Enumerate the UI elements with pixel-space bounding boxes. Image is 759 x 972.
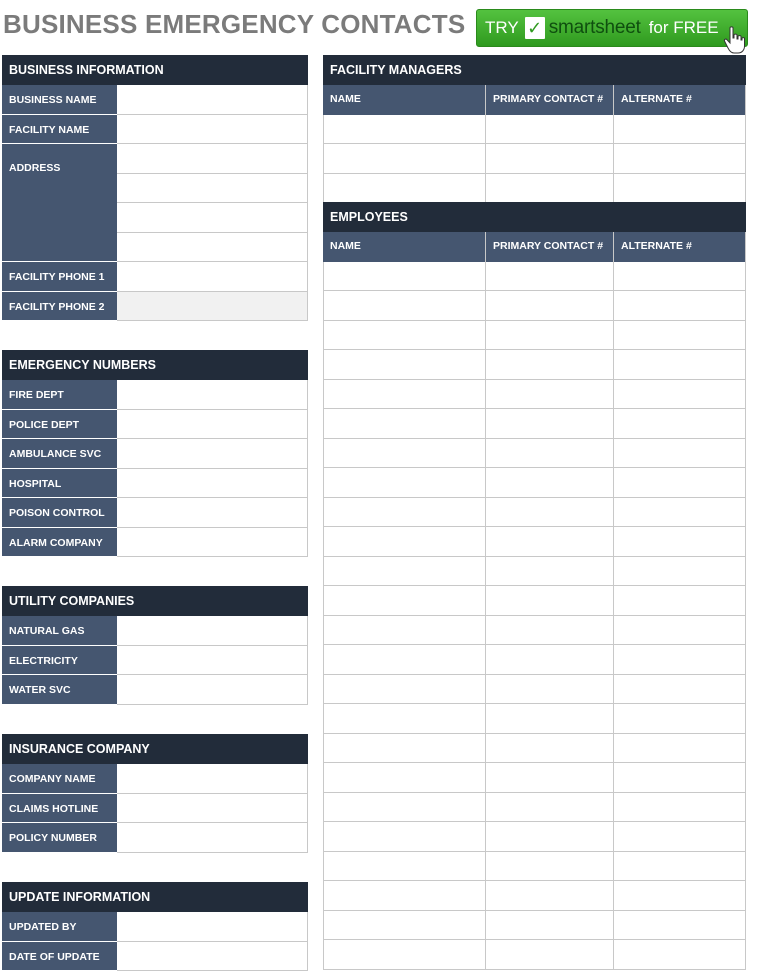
emp-alternate-cell[interactable] [614, 911, 746, 941]
emp-alternate-cell[interactable] [614, 468, 746, 498]
emp-name-cell[interactable] [323, 409, 486, 439]
table-row [323, 527, 746, 557]
business-information-section [2, 55, 308, 321]
emp-name-cell[interactable] [323, 586, 486, 616]
emp-alternate-cell[interactable] [614, 822, 746, 852]
table-row [323, 675, 746, 705]
company-name-field[interactable] [117, 764, 308, 794]
natural-gas-row [2, 616, 308, 646]
electricity-row [2, 646, 308, 676]
emp-primary-contact-cell[interactable] [486, 439, 614, 469]
claims-hotline-label: CLAIMS HOTLINE [2, 794, 117, 824]
facility-phone-2-field[interactable] [117, 292, 308, 322]
emp-primary-contact-cell[interactable] [486, 734, 614, 764]
claims-hotline-row [2, 794, 308, 824]
fire-dept-label: FIRE DEPT [2, 380, 117, 410]
fm-name-column-header: NAME [323, 85, 486, 115]
facility-managers-section [323, 55, 746, 203]
emp-alternate-cell[interactable] [614, 704, 746, 734]
facility-managers-table-body [323, 115, 746, 204]
business-information-heading: BUSINESS INFORMATION [2, 55, 308, 85]
water-svc-row [2, 675, 308, 705]
checkmark-icon: ✓ [525, 17, 545, 39]
updated-by-label: UPDATED BY [2, 912, 117, 942]
table-row [323, 409, 746, 439]
company-name-label: COMPANY NAME [2, 764, 117, 794]
cta-brand-label: smartsheet [548, 17, 641, 38]
emp-name-cell[interactable] [323, 468, 486, 498]
table-row [323, 881, 746, 911]
emp-alternate-cell[interactable] [614, 321, 746, 351]
emergency-numbers-heading: EMERGENCY NUMBERS [2, 350, 308, 380]
date-of-update-field[interactable] [117, 942, 308, 972]
table-row [323, 439, 746, 469]
business-name-row [2, 85, 308, 115]
emp-primary-contact-cell[interactable] [486, 498, 614, 528]
emp-primary-contact-cell[interactable] [486, 704, 614, 734]
emp-name-cell[interactable] [323, 881, 486, 911]
hospital-field[interactable] [117, 469, 308, 499]
pointer-hand-icon [723, 26, 745, 54]
emp-alternate-cell[interactable] [614, 763, 746, 793]
company-name-row [2, 764, 308, 794]
emp-name-cell[interactable] [323, 262, 486, 292]
emp-alternate-cell[interactable] [614, 291, 746, 321]
ambulance-svc-row [2, 439, 308, 469]
emp-primary-contact-cell[interactable] [486, 380, 614, 410]
poison-control-label: POISON CONTROL [2, 498, 117, 528]
table-row [323, 763, 746, 793]
table-row [323, 380, 746, 410]
address-line-1-field[interactable] [117, 144, 308, 174]
emp-primary-contact-cell[interactable] [486, 675, 614, 705]
policy-number-row [2, 823, 308, 853]
emp-alternate-cell[interactable] [614, 940, 746, 970]
emp-primary-contact-cell[interactable] [486, 911, 614, 941]
table-row [323, 734, 746, 764]
facility-name-label: FACILITY NAME [2, 115, 117, 145]
fm-alternate-column-header: ALTERNATE # [614, 85, 746, 115]
water-svc-field[interactable] [117, 675, 308, 705]
alarm-company-field[interactable] [117, 528, 308, 558]
cta-try-label: TRY [485, 18, 519, 37]
employees-heading: EMPLOYEES [323, 202, 746, 232]
emp-alternate-cell[interactable] [614, 881, 746, 911]
table-row [323, 557, 746, 587]
emp-name-cell[interactable] [323, 321, 486, 351]
table-row [323, 321, 746, 351]
emp-alternate-cell[interactable] [614, 586, 746, 616]
emp-name-cell[interactable] [323, 940, 486, 970]
emp-alternate-cell[interactable] [614, 852, 746, 882]
table-row [323, 645, 746, 675]
table-row [323, 468, 746, 498]
table-row [323, 822, 746, 852]
table-row [323, 586, 746, 616]
poison-control-field[interactable] [117, 498, 308, 528]
emp-primary-contact-cell[interactable] [486, 852, 614, 882]
table-row [323, 115, 746, 145]
facility-phone-1-label: FACILITY PHONE 1 [2, 262, 117, 292]
table-row [323, 291, 746, 321]
business-name-field[interactable] [117, 85, 308, 115]
emp-alternate-cell[interactable] [614, 498, 746, 528]
facility-name-row [2, 115, 308, 145]
emp-primary-contact-cell[interactable] [486, 321, 614, 351]
policy-number-field[interactable] [117, 823, 308, 853]
try-smartsheet-button[interactable] [476, 9, 748, 47]
updated-by-row [2, 912, 308, 942]
emp-name-cell[interactable] [323, 291, 486, 321]
facility-managers-header-row [323, 85, 746, 115]
police-dept-row [2, 410, 308, 440]
emp-name-cell[interactable] [323, 645, 486, 675]
emp-primary-contact-cell[interactable] [486, 881, 614, 911]
emp-alternate-cell[interactable] [614, 350, 746, 380]
emp-primary-contact-cell[interactable] [486, 527, 614, 557]
electricity-label: ELECTRICITY [2, 646, 117, 676]
emp-name-cell[interactable] [323, 527, 486, 557]
table-row [323, 911, 746, 941]
electricity-field[interactable] [117, 646, 308, 676]
emp-name-cell[interactable] [323, 852, 486, 882]
fm-name-cell[interactable] [323, 115, 486, 145]
emp-primary-contact-cell[interactable] [486, 291, 614, 321]
emp-primary-contact-cell[interactable] [486, 586, 614, 616]
table-row [323, 498, 746, 528]
fm-primary-contact-column-header: PRIMARY CONTACT # [486, 85, 614, 115]
emp-name-cell[interactable] [323, 380, 486, 410]
emp-primary-contact-column-header: PRIMARY CONTACT # [486, 232, 614, 262]
table-row [323, 940, 746, 970]
facility-managers-heading: FACILITY MANAGERS [323, 55, 746, 85]
emp-name-cell[interactable] [323, 763, 486, 793]
table-row [323, 174, 746, 204]
emp-name-cell[interactable] [323, 793, 486, 823]
emp-alternate-cell[interactable] [614, 734, 746, 764]
emp-primary-contact-cell[interactable] [486, 940, 614, 970]
emp-name-column-header: NAME [323, 232, 486, 262]
policy-number-label: POLICY NUMBER [2, 823, 117, 853]
date-of-update-row [2, 942, 308, 972]
employees-header-row [323, 232, 746, 262]
emp-name-cell[interactable] [323, 911, 486, 941]
employees-section [323, 202, 746, 970]
emp-name-cell[interactable] [323, 350, 486, 380]
cta-free-label: for FREE [648, 18, 719, 37]
fm-alternate-cell[interactable] [614, 144, 746, 174]
facility-name-field[interactable] [117, 115, 308, 145]
emp-primary-contact-cell[interactable] [486, 822, 614, 852]
date-of-update-label: DATE OF UPDATE [2, 942, 117, 972]
natural-gas-field[interactable] [117, 616, 308, 646]
utility-companies-section [2, 586, 308, 705]
emp-primary-contact-cell[interactable] [486, 616, 614, 646]
fire-dept-row [2, 380, 308, 410]
business-name-label: BUSINESS NAME [2, 85, 117, 115]
emp-name-cell[interactable] [323, 675, 486, 705]
alarm-company-row [2, 528, 308, 558]
emp-primary-contact-cell[interactable] [486, 409, 614, 439]
hospital-label: HOSPITAL [2, 469, 117, 499]
address-line-3-field[interactable] [117, 203, 308, 233]
emp-name-cell[interactable] [323, 734, 486, 764]
emp-primary-contact-cell[interactable] [486, 793, 614, 823]
water-svc-label: WATER SVC [2, 675, 117, 705]
emp-alternate-cell[interactable] [614, 793, 746, 823]
emp-alternate-cell[interactable] [614, 527, 746, 557]
police-dept-field[interactable] [117, 410, 308, 440]
utility-companies-heading: UTILITY COMPANIES [2, 586, 308, 616]
fm-name-cell[interactable] [323, 174, 486, 204]
table-row [323, 144, 746, 174]
fm-alternate-cell[interactable] [614, 115, 746, 145]
facility-phone-1-field[interactable] [117, 262, 308, 292]
emp-primary-contact-cell[interactable] [486, 262, 614, 292]
updated-by-field[interactable] [117, 912, 308, 942]
emp-alternate-cell[interactable] [614, 616, 746, 646]
fm-alternate-cell[interactable] [614, 174, 746, 204]
emp-alternate-cell[interactable] [614, 439, 746, 469]
address-row [2, 144, 308, 262]
emp-alternate-column-header: ALTERNATE # [614, 232, 746, 262]
insurance-company-section [2, 734, 308, 853]
facility-phone-1-row [2, 262, 308, 292]
emp-name-cell[interactable] [323, 704, 486, 734]
address-label: ADDRESS [2, 144, 117, 262]
emp-alternate-cell[interactable] [614, 409, 746, 439]
claims-hotline-field[interactable] [117, 794, 308, 824]
natural-gas-label: NATURAL GAS [2, 616, 117, 646]
table-row [323, 704, 746, 734]
page-title: BUSINESS EMERGENCY CONTACTS [3, 9, 466, 39]
emp-alternate-cell[interactable] [614, 380, 746, 410]
table-row [323, 852, 746, 882]
emp-primary-contact-cell[interactable] [486, 557, 614, 587]
address-line-4-field[interactable] [117, 233, 308, 263]
table-row [323, 350, 746, 380]
emp-primary-contact-cell[interactable] [486, 763, 614, 793]
address-line-2-field[interactable] [117, 174, 308, 204]
emp-alternate-cell[interactable] [614, 645, 746, 675]
table-row [323, 616, 746, 646]
fm-name-cell[interactable] [323, 144, 486, 174]
ambulance-svc-label: AMBULANCE SVC [2, 439, 117, 469]
fire-dept-field[interactable] [117, 380, 308, 410]
emp-name-cell[interactable] [323, 822, 486, 852]
emergency-numbers-section [2, 350, 308, 557]
hospital-row [2, 469, 308, 499]
table-row [323, 262, 746, 292]
employees-table-body [323, 262, 746, 970]
update-information-heading: UPDATE INFORMATION [2, 882, 308, 912]
emp-primary-contact-cell[interactable] [486, 350, 614, 380]
ambulance-svc-field[interactable] [117, 439, 308, 469]
emp-name-cell[interactable] [323, 616, 486, 646]
fm-primary-contact-cell[interactable] [486, 144, 614, 174]
fm-primary-contact-cell[interactable] [486, 174, 614, 204]
emp-name-cell[interactable] [323, 557, 486, 587]
facility-phone-2-label: FACILITY PHONE 2 [2, 292, 117, 322]
poison-control-row [2, 498, 308, 528]
police-dept-label: POLICE DEPT [2, 410, 117, 440]
fm-primary-contact-cell[interactable] [486, 115, 614, 145]
emp-name-cell[interactable] [323, 498, 486, 528]
emp-name-cell[interactable] [323, 439, 486, 469]
emp-alternate-cell[interactable] [614, 262, 746, 292]
emp-primary-contact-cell[interactable] [486, 645, 614, 675]
alarm-company-label: ALARM COMPANY [2, 528, 117, 558]
emp-alternate-cell[interactable] [614, 675, 746, 705]
emp-primary-contact-cell[interactable] [486, 468, 614, 498]
emp-alternate-cell[interactable] [614, 557, 746, 587]
facility-phone-2-row [2, 292, 308, 322]
update-information-section [2, 882, 308, 971]
table-row [323, 793, 746, 823]
insurance-company-heading: INSURANCE COMPANY [2, 734, 308, 764]
